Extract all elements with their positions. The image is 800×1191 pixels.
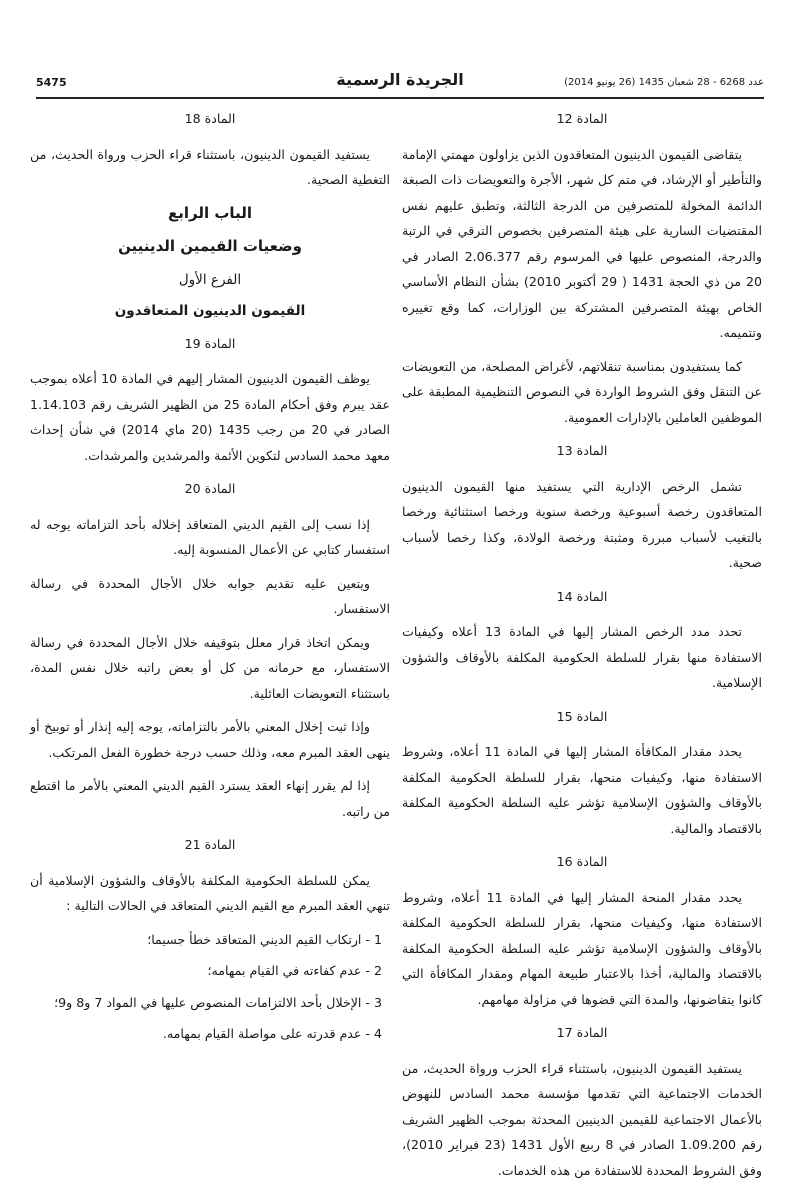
- paragraph: يمكن للسلطة الحكومية المكلفة بالأوقاف والشؤون الإسلامية أن تنهي العقد المبرم مع القيم الديني المتعاقد في الحالات التالية :: [30, 872, 390, 913]
- subsection-title: القيمون الدينيون المتعاقدون: [114, 303, 306, 319]
- paragraph: يستفيد القيمون الدينيون، باستثناء قراء الحزب ورواة الحديث، من الخدمات الاجتماعية التي تقدمها مؤسسة محمد السادس للنهوض بالأعمال الاجتماعية للقيمين الدينيين المحدثة بموجب الظهير الشريف رقم 1.09.200 الصادر في 8 ربيع الأول 1431 (23 فبراير 2010)، وفق الشروط المحددة للاستفادة من هذه الخدمات.: [402, 1060, 762, 1178]
- article-number: المادة 21: [184, 837, 236, 852]
- article-number: المادة 15: [556, 708, 608, 724]
- article-number: المادة 18: [184, 111, 236, 126]
- paragraph: إذا نسب إلى القيم الديني المتعاقد إخلاله بأحد التزاماته يوجه له استفسار كتابي عن الأعمال المنسوبة إليه.: [30, 516, 390, 557]
- list-item: 2 - عدم كفاءته في القيام بمهامه؛: [207, 963, 382, 978]
- paragraph: يحدد مقدار المكافأة المشار إليها في المادة 11 أعلاه، وشروط الاستفادة منها، وكيفيات منحها، بقرار للسلطة الحكومية المكلفة بالأوقاف والشؤون الإسلامية تؤشر عليه السلطة الحكومية المكلفة بالاقتصاد والمالية.: [402, 744, 762, 836]
- journal-title: الجريدة الرسمية: [336, 70, 464, 89]
- article-number: المادة 14: [556, 588, 608, 604]
- article-number: المادة 12: [556, 111, 608, 126]
- subsection-heading: الفرع الأول: [178, 271, 242, 288]
- paragraph: يحدد مقدار المنحة المشار إليها في المادة 11 أعلاه، وشروط الاستفادة منها، وكيفيات منحها، بقرار للسلطة الحكومية المكلفة بالأوقاف والشؤون الإسلامية تؤشر عليه السلطة الحكومية المكلفة بالاقتصاد والمالية، أخذا بالاعتبار طبيعة المهام ومقدار المكافأة التي كانوا يتقاضونها، والمدة التي قضوها في مزاولة مهامهم.: [402, 889, 762, 1007]
- paragraph: إذا لم يقرر إنهاء العقد يسترد القيم الديني المعني بالأمر ما اقتطع من راتبه.: [30, 778, 390, 819]
- issue-info: عدد 6268 - 28 شعبان 1435 (26 يونيو 2014): [564, 77, 764, 88]
- paragraph: تشمل الرخص الإدارية التي يستفيد منها القيمون الدينيون المتعاقدون رخصة أسبوعية ورخصة سنوية ورخصا استثنائية ورخصا بالتغيب لأسباب مبررة ومثبتة ورخصة الولادة، وكذا رخصا لأسباب صحية.: [402, 478, 762, 570]
- paragraph: ويتعين عليه تقديم جوابه خلال الأجال المحددة في رسالة الاستفسار.: [30, 575, 390, 616]
- paragraph: تحدد مدد الرخص المشار إليها في المادة 13 أعلاه وكيفيات الاستفادة منها بقرار للسلطة الحكومية المكلفة بالأوقاف والشؤون الإسلامية.: [402, 624, 762, 690]
- paragraph: ويمكن اتخاذ قرار معلل بتوقيفه خلال الأجال المحددة في رسالة الاستفسار، مع حرمانه من كل أو بعض راتبه خلال نفس المدة، باستثناء التعويضات العائلية.: [30, 634, 390, 701]
- paragraph: يوظف القيمون الدينيون المشار إليهم في المادة 10 أعلاه بموجب عقد يبرم وفق أحكام المادة 25 من الظهير الشريف رقم 1.14.103 الصادر في 20 من رجب 1435 (20 ماي 2014) في شأن إحداث معهد محمد السادس لتكوين الأئمة والمرشدين والمرشدات.: [30, 371, 391, 463]
- left-column: [30, 106, 390, 1053]
- list-item: 1 - ارتكاب القيم الديني المتعاقد خطأ جسيما؛: [147, 931, 382, 947]
- article-number: المادة 17: [556, 1025, 608, 1040]
- article-number: المادة 13: [556, 443, 608, 458]
- section-heading: وضعيات القيمين الدينيين: [118, 237, 302, 255]
- page-header: [36, 70, 764, 96]
- paragraph: كما يستفيدون بمناسبة تنقلاتهم، لأغراض المصلحة، من التعويضات عن التنقل وفق الشروط الواردة في النصوص التنظيمية المطبقة على الموظفين العاملين بالإدارات العمومية.: [402, 358, 762, 425]
- paragraph: يستفيد القيمون الدينيون، باستثناء قراء الحزب ورواة الحديث، من التغطية الصحية.: [30, 146, 390, 187]
- page-number: 5475: [36, 76, 67, 89]
- header-rule: [36, 97, 764, 99]
- article-number: المادة 20: [184, 481, 236, 496]
- paragraph: يتقاضى القيمون الدينيون المتعاقدون الذين يزاولون مهمتي الإمامة والتأطير أو الإرشاد، في متم كل شهر، الأجرة والتعويضات ذات الصبغة الدائمة المخولة للمتصرفين من الدرجة الثالثة، وتطبق عليهم نفس المقتضيات السارية على هيئة المتصرفين بخصوص الترقي في الرتبة والدرجة، المنصوص عليها في المرسوم رقم 2.06.377 الصادر في 20 من ذي الحجة 1431 ( 29 أكتوبر 2010) بشأن النظام الأساسي الخاص بهيئة المتصرفين المشتركة بين الوزارات، كما وقع تغييره وتتميمه.: [402, 146, 762, 340]
- paragraph: وإذا ثبت إخلال المعني بالأمر بالتزاماته، يوجه إليه إنذار أو توبيخ أو ينهى العقد المبرم معه، وذلك حسب درجة خطورة الفعل المرتكب.: [30, 719, 390, 760]
- list-item: 3 - الإخلال بأحد الالتزامات المنصوص عليها في المواد 7 و8 و9؛: [54, 994, 382, 1010]
- section-heading: الباب الرابع: [168, 203, 252, 222]
- article-number: المادة 19: [184, 335, 236, 351]
- right-column: [402, 106, 762, 1191]
- list-item: 4 - عدم قدرته على مواصلة القيام بمهامه.: [162, 1026, 382, 1041]
- article-number: المادة 16: [556, 854, 608, 869]
